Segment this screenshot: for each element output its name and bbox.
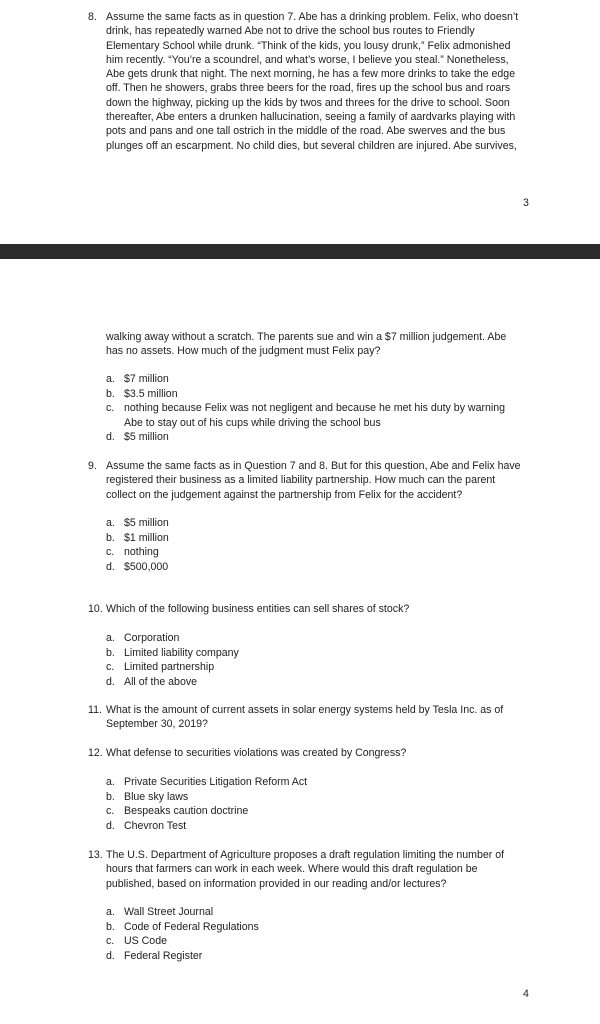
option[interactable]: c. nothing <box>106 546 159 559</box>
question-12 <box>88 746 558 760</box>
question-number: 8. <box>88 11 97 23</box>
question-number: 10. <box>88 603 103 615</box>
question-text: Which of the following business entities can sell shares of stock? <box>106 603 410 615</box>
option[interactable]: b. Limited liability company <box>106 646 239 659</box>
document-page-4 <box>0 259 600 1024</box>
question-9 <box>88 459 548 502</box>
question-number: 13. <box>88 849 103 861</box>
question-8-continued <box>106 330 546 359</box>
question-9-options <box>106 516 526 574</box>
option[interactable]: d. All of the above <box>106 675 198 688</box>
option[interactable]: c. Bespeaks caution doctrine <box>106 805 249 818</box>
page-number: 4 <box>523 988 529 1000</box>
option[interactable]: b. $3.5 million <box>106 387 178 400</box>
option[interactable]: a. $5 million <box>106 517 169 529</box>
question-text: What defense to securities violations was created by Congress? <box>106 747 407 759</box>
question-12-options <box>106 775 526 833</box>
option[interactable]: c. Limited partnership <box>106 661 215 674</box>
option[interactable]: a. $7 million <box>106 373 169 385</box>
question-8 <box>88 10 548 153</box>
question-number: 9. <box>88 460 97 472</box>
option[interactable]: a. Private Securities Litigation Reform Act <box>106 776 308 788</box>
question-10 <box>88 602 558 616</box>
question-13 <box>88 848 558 891</box>
option[interactable]: a. Corporation <box>106 632 180 644</box>
option[interactable]: c. US Code <box>106 935 167 948</box>
question-text: What is the amount of current assets in solar energy systems held by Tesla Inc. as of September 30, 2019? <box>106 704 504 731</box>
question-8-options <box>106 372 526 445</box>
option[interactable]: d. $5 million <box>106 431 169 444</box>
question-text: walking away without a scratch. The parents sue and win a $7 million judgement. Abe has no assets. How much of the judgment must Felix pay? <box>106 331 507 358</box>
page-separator <box>0 244 600 259</box>
option[interactable]: b. Blue sky laws <box>106 790 189 803</box>
question-number: 11. <box>88 704 102 716</box>
question-10-options <box>106 631 526 689</box>
question-text: Assume the same facts as in question 7. Abe has a drinking problem. Felix, who doesn’t drink, has repeatedly warned Abe not to drive the school bus routes to Friendly Elementary School while drunk. “Think of the kids, you lousy drunk,” Felix admonished him recently. “You’re a scoundrel, and what’s worse, I believe you steal.” Nonetheless, Abe gets drunk that night. The next morning, he has a few more drinks to take the edge off. Then he showers, grabs three beers for the road, fires up the school bus and roars down the highway, picking up the kids by twos and threes for the drive to school. Soon thereafter, Abe enters a drunken hallucination, seeing a family of aardvarks playing with pots and pans and one tall ostrich in the middle of the road. Abe swerves and the bus plunges off an escarpment. No child dies, but several children are injured. Abe survives, <box>106 11 519 152</box>
option[interactable]: d. Chevron Test <box>106 819 187 832</box>
document-page-3 <box>0 0 600 244</box>
question-text: The U.S. Department of Agriculture proposes a draft regulation limiting the number of hours that farmers can work in each week. Where would this draft regulation be published, based on information provided in our reading and/or lectures? <box>106 849 505 890</box>
question-number: 12. <box>88 747 103 759</box>
option[interactable]: b. Code of Federal Regulations <box>106 920 259 933</box>
page-number: 3 <box>523 197 529 209</box>
question-text: Assume the same facts as in Question 7 and 8. But for this question, Abe and Felix have registered their business as a limited liability partnership. How much can the parent collect on the judgement against the partnership from Felix for the accident? <box>106 460 521 501</box>
question-11 <box>88 703 558 732</box>
option[interactable]: d. Federal Register <box>106 949 203 962</box>
option[interactable]: c. nothing because Felix was not negligent and because he met his duty by warning Abe to stay out of his cups while driving the school bus <box>106 402 506 429</box>
option[interactable]: d. $500,000 <box>106 560 169 573</box>
option[interactable]: a. Wall Street Journal <box>106 906 214 918</box>
option[interactable]: b. $1 million <box>106 531 169 544</box>
question-13-options <box>106 905 526 963</box>
